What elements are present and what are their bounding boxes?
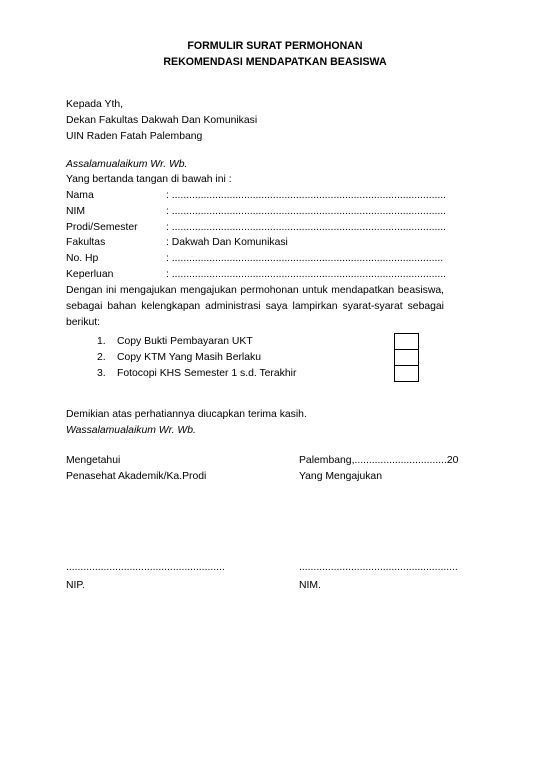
field-value-prodi-semester[interactable]: : ............................................................................................... bbox=[166, 222, 447, 233]
requirement-text: Copy KTM Yang Masih Berlaku bbox=[117, 352, 261, 363]
field-value-keperluan[interactable]: : ............................................................................................... bbox=[166, 269, 447, 280]
signature-right-id-label: NIM. bbox=[299, 580, 321, 591]
recipient-line3: UIN Raden Fatah Palembang bbox=[66, 131, 203, 142]
requirement-checkbox-3[interactable] bbox=[394, 365, 419, 382]
field-value-nim[interactable]: : ............................................................................................... bbox=[166, 206, 447, 217]
requirement-number: 1. bbox=[97, 336, 106, 347]
field-label-fakultas: Fakultas bbox=[66, 237, 106, 248]
recipient-line1: Kepada Yth, bbox=[66, 99, 124, 110]
field-value-fakultas: : Dakwah Dan Komunikasi bbox=[166, 237, 288, 248]
greeting: Assalamualaikum Wr. Wb. bbox=[66, 159, 188, 170]
requirement-text: Copy Bukti Pembayaran UKT bbox=[117, 336, 253, 347]
field-label-keperluan: Keperluan bbox=[66, 269, 114, 280]
requirement-item-1 bbox=[97, 336, 253, 347]
field-label-prodi-semester: Prodi/Semester bbox=[66, 222, 138, 233]
requirement-item-3 bbox=[97, 368, 296, 379]
recipient-line2: Dekan Fakultas Dakwah Dan Komunikasi bbox=[66, 115, 258, 126]
body-paragraph: Dengan ini mengajukan mengajukan permohonan untuk mendapatkan beasiswa, sebagai bahan kelengkapan administrasi saya lampirkan syarat-syarat sebagai berikut: bbox=[66, 285, 444, 328]
field-label-nama: Nama bbox=[66, 190, 94, 201]
closing-text: Demikian atas perhatiannya diucapkan terima kasih. bbox=[66, 409, 307, 420]
requirement-number: 2. bbox=[97, 352, 106, 363]
requirement-text: Fotocopi KHS Semester 1 s.d. Terakhir bbox=[117, 368, 297, 379]
requirement-item-2 bbox=[97, 352, 261, 363]
signature-left-role: Penasehat Akademik/Ka.Prodi bbox=[66, 471, 207, 482]
field-label-nim: NIM bbox=[66, 206, 86, 217]
signature-right-line[interactable]: ....................................................... bbox=[299, 562, 458, 573]
requirement-checkbox-2[interactable] bbox=[394, 349, 419, 366]
signature-right-role: Yang Mengajukan bbox=[299, 471, 382, 482]
signature-right-place-date[interactable]: Palembang,................................20 bbox=[299, 455, 459, 466]
requirement-checkbox-1[interactable] bbox=[394, 333, 419, 350]
field-value-no-hp[interactable]: : .............................................................................................. bbox=[166, 253, 444, 264]
requirement-number: 3. bbox=[97, 368, 106, 379]
intro-text: Yang bertanda tangan di bawah ini : bbox=[66, 174, 232, 185]
form-title-line2: REKOMENDASI MENDAPATKAN BEASISWA bbox=[163, 56, 387, 68]
form-title-line1: FORMULIR SURAT PERMOHONAN bbox=[187, 40, 363, 52]
field-value-nama[interactable]: : ............................................................................................... bbox=[166, 190, 447, 201]
field-label-no-hp: No. Hp bbox=[66, 253, 99, 264]
signature-left-id-label: NIP. bbox=[66, 580, 85, 591]
farewell-text: Wassalamualaikum Wr. Wb. bbox=[66, 425, 196, 436]
signature-left-title: Mengetahui bbox=[66, 455, 121, 466]
signature-left-line[interactable]: ....................................................... bbox=[66, 562, 225, 573]
